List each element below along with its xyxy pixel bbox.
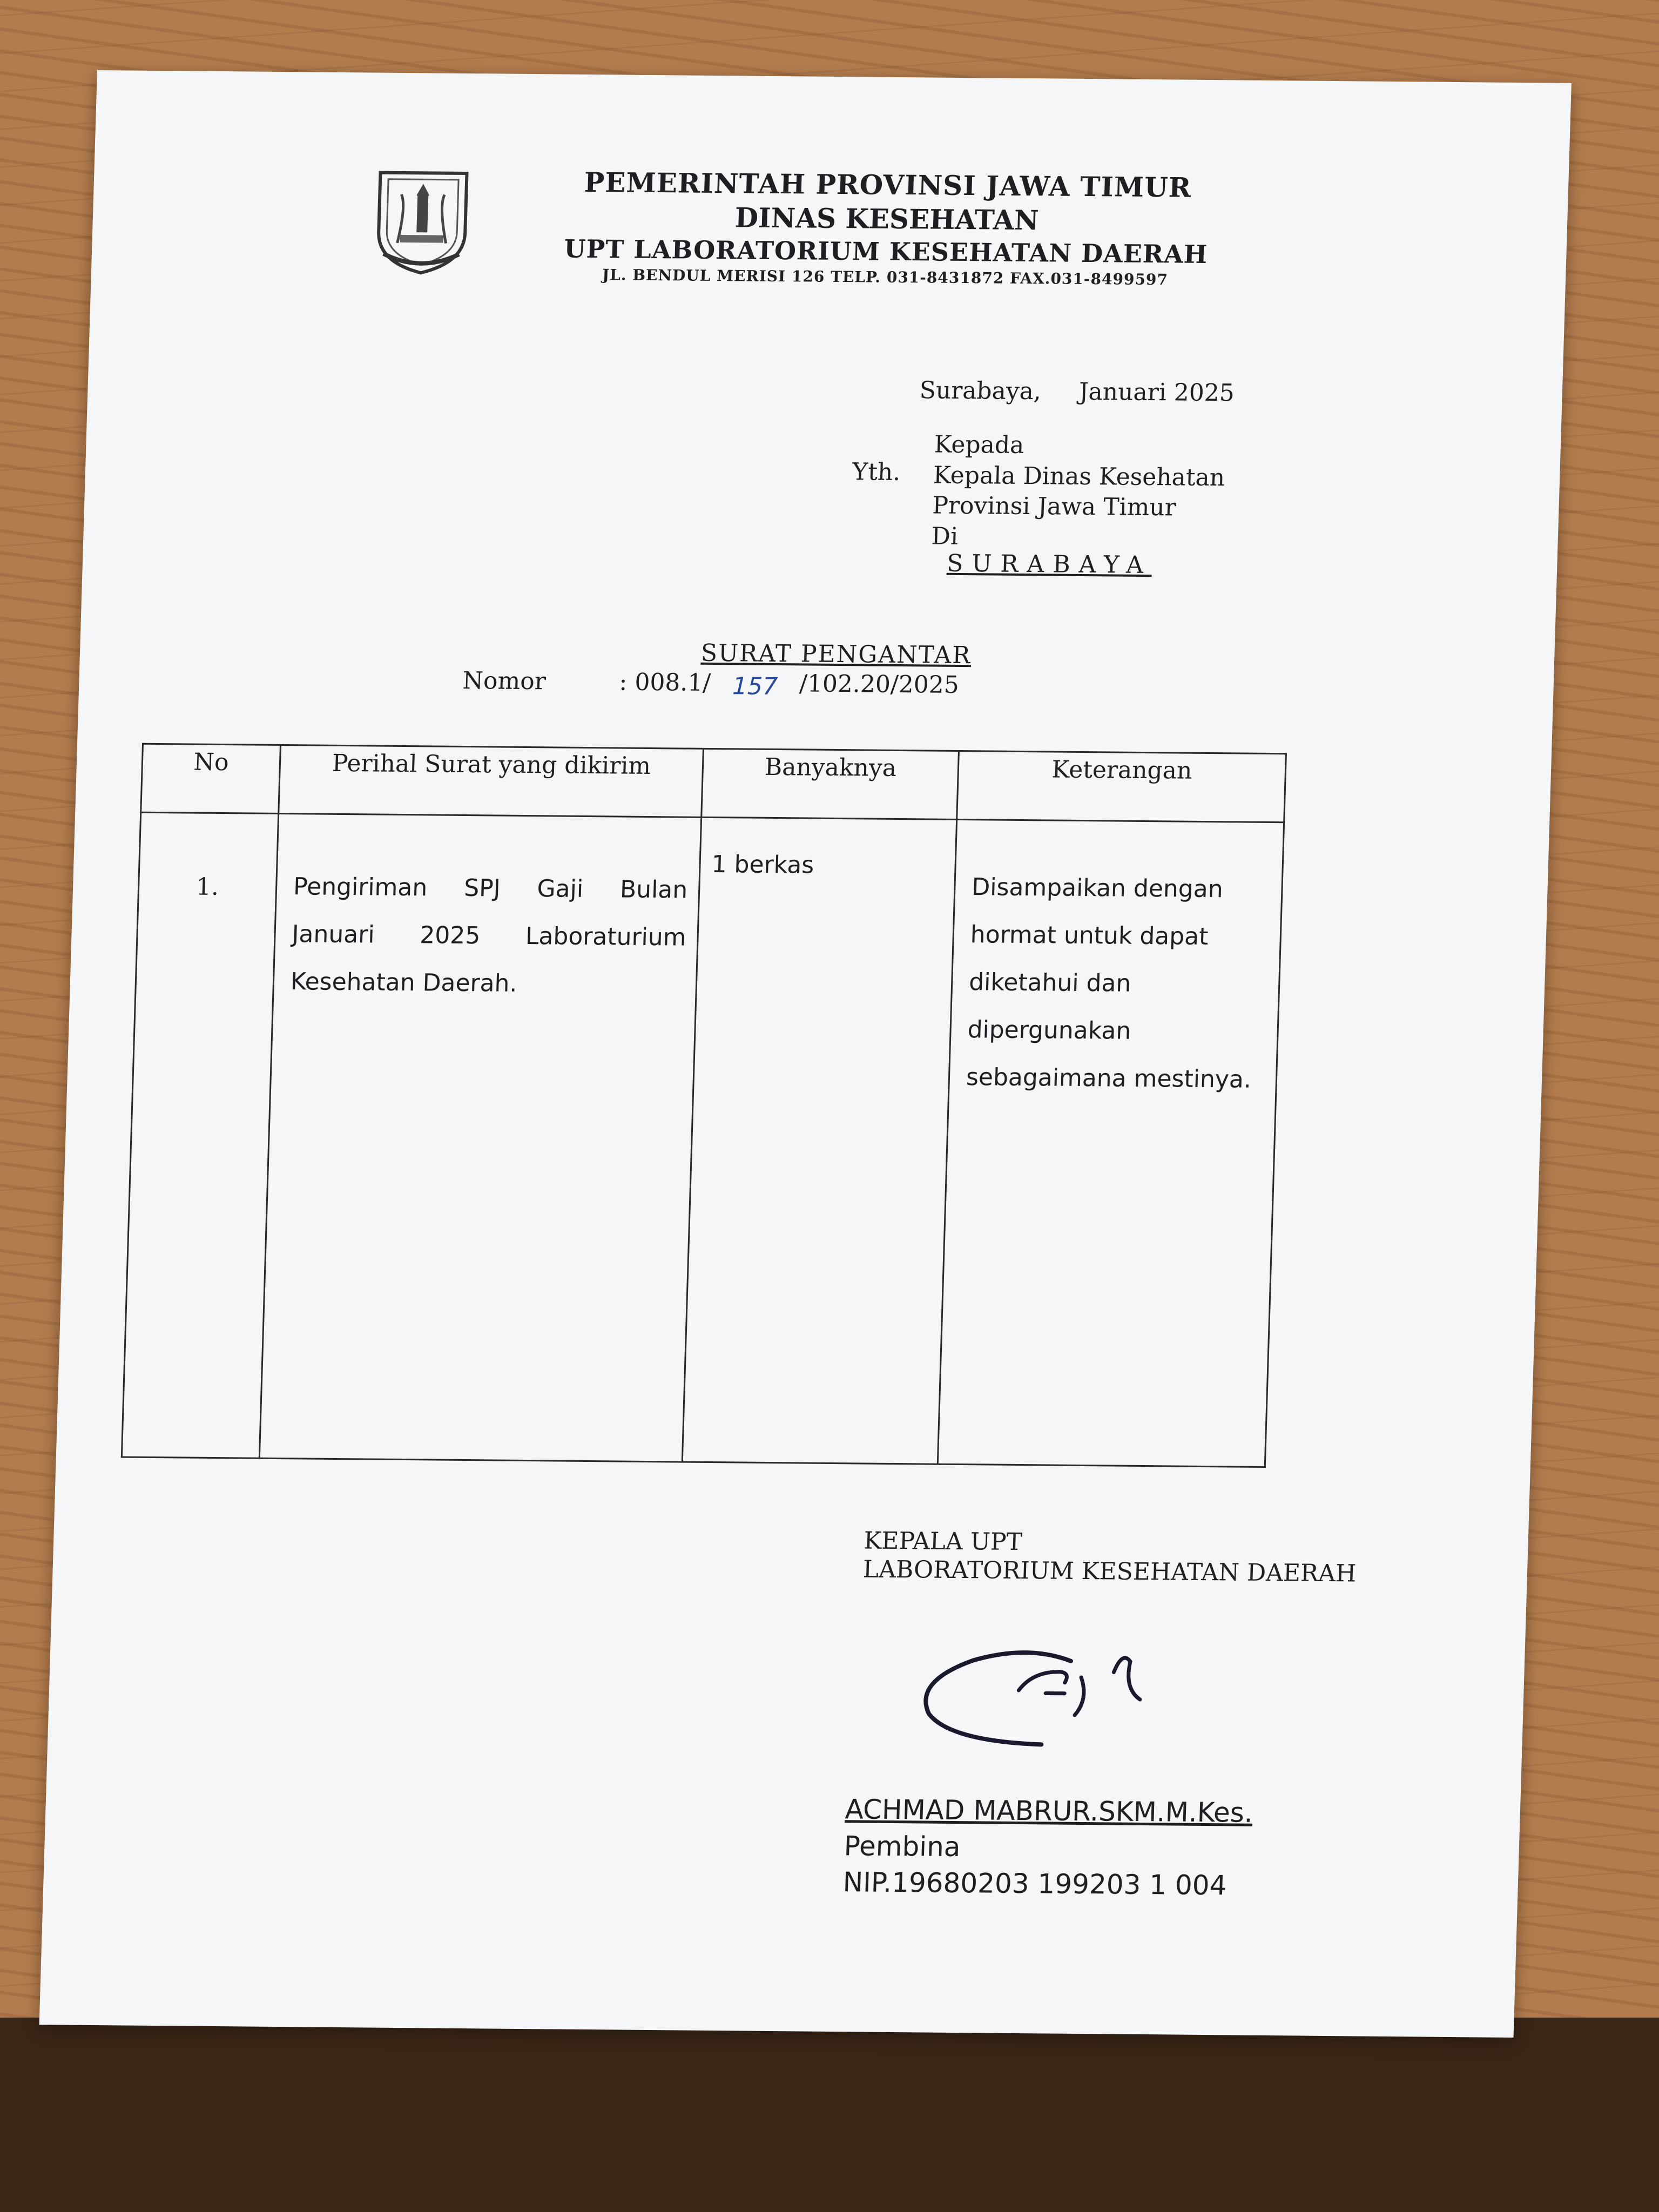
handwritten-signature — [906, 1638, 1169, 1764]
header-keterangan: Keterangan — [957, 751, 1286, 822]
signatory-details — [842, 1791, 1253, 1904]
number-suffix: /102.20/2025 — [799, 670, 960, 699]
recipient-line-4: Di — [930, 522, 959, 550]
signatory-rank: Pembina — [843, 1830, 961, 1863]
signatory-title-line-2: LABORATORIUM KESEHATAN DAERAH — [862, 1555, 1357, 1588]
table-header-row — [141, 744, 1286, 822]
recipient-line-3: Provinsi Jawa Timur — [932, 491, 1177, 522]
letterhead — [372, 165, 1401, 291]
letter-title: SURAT PENGANTAR — [700, 639, 972, 670]
recipient-block — [850, 430, 1226, 556]
recipient-prefix: Yth. — [852, 458, 901, 487]
letter-paper — [39, 70, 1572, 2038]
number-handwritten: 157 — [732, 672, 778, 701]
cell-no: 1. — [122, 812, 278, 1458]
letter-date — [919, 377, 1273, 407]
recipient-line-2: Kepala Dinas Kesehatan — [933, 461, 1225, 491]
signatory-title-line-1: KEPALA UPT — [863, 1527, 1023, 1556]
header-banyaknya: Banyaknya — [702, 748, 959, 819]
cell-perihal: Pengiriman SPJ Gaji Bulan Januari 2025 Laboraturium Kesehatan Daerah. — [259, 813, 701, 1462]
cell-keterangan: Disampaikan dengan hormat untuk dapat diketahui dan dipergunakan sebagaimana mestinya. — [938, 819, 1284, 1467]
desk-shadow — [0, 2018, 1659, 2212]
recipient-line-1: Kepada — [934, 430, 1025, 459]
header-perihal: Perihal Surat yang dikirim — [279, 745, 704, 818]
number-prefix: : 008.1/ — [618, 668, 711, 697]
cell-banyaknya: 1 berkas — [682, 817, 956, 1464]
header-no: No — [141, 744, 281, 813]
signatory-nip: NIP.19680203 199203 1 004 — [842, 1866, 1228, 1901]
letterhead-agency: DINAS KESEHATAN — [734, 201, 1040, 237]
document-table — [121, 743, 1287, 1468]
letterhead-unit: UPT LABORATORIUM KESEHATAN DAERAH — [563, 234, 1209, 269]
signatory-name: ACHMAD MABRUR.SKM.M.Kes. — [844, 1793, 1253, 1829]
date-city: Surabaya, — [919, 376, 1042, 406]
number-label: Nomor — [462, 666, 547, 696]
table-row — [122, 812, 1284, 1467]
letterhead-address: JL. BENDUL MERISI 126 TELP. 031-8431872 FAX.031-8499597 — [602, 266, 1169, 289]
signatory-title — [862, 1527, 1358, 1588]
letterhead-government: PEMERINTAH PROVINSI JAWA TIMUR — [583, 166, 1192, 204]
date-month-year: Januari 2025 — [1078, 377, 1235, 407]
letter-number — [462, 667, 960, 699]
recipient-city: SURABAYA — [946, 549, 1152, 579]
